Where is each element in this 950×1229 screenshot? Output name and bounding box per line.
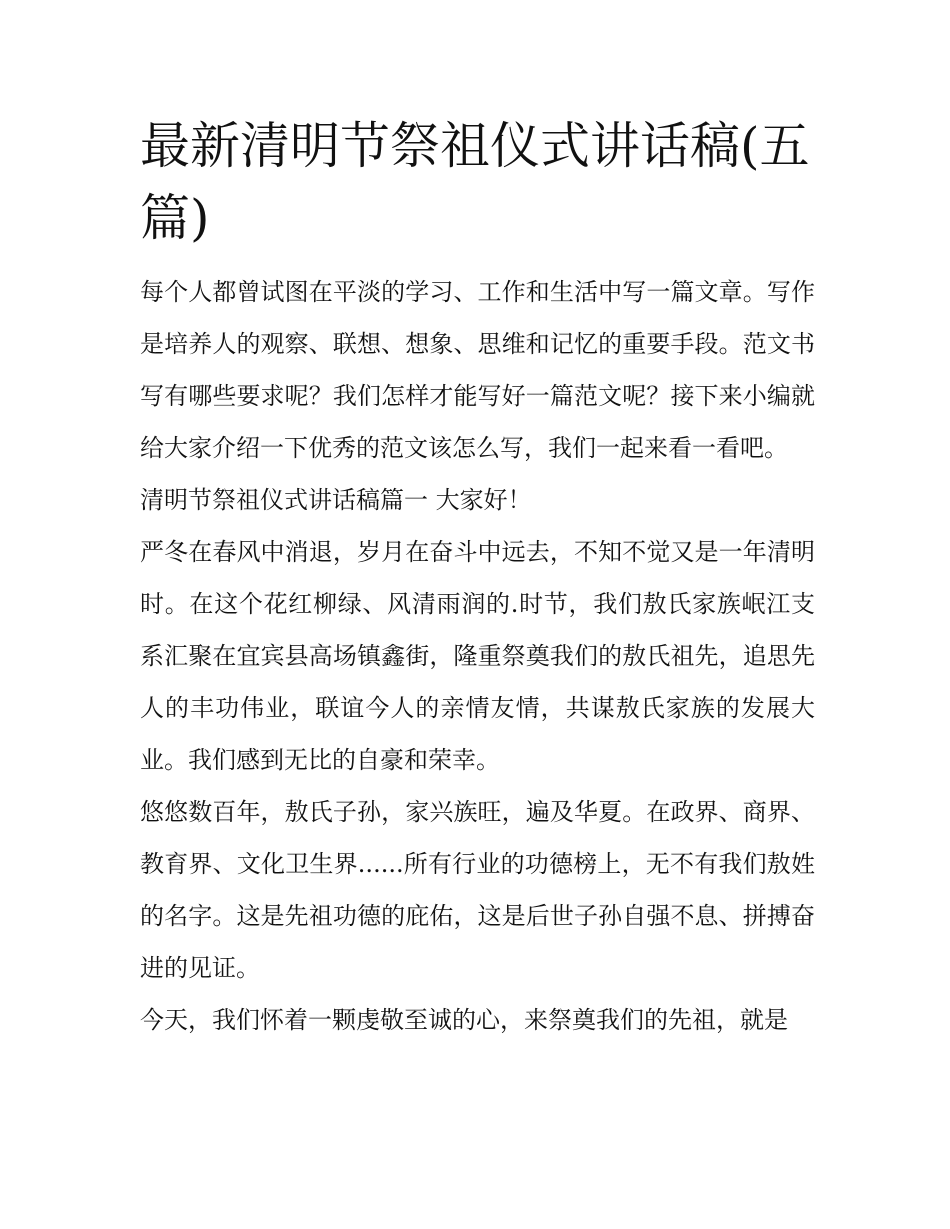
document-page xyxy=(140,110,815,1046)
paragraph-body-1: 严冬在春风中消退，岁月在奋斗中远去，不知不觉又是一年清明时。在这个花红柳绿、风清雨润的.时节，我们敖氏家族岷江支系汇聚在宜宾县高场镇鑫街，隆重祭奠我们的敖氏祖先，追思先人的丰功伟业，联谊今人的亲情友情，共谋敖氏家族的发展大业。我们感到无比的自豪和荣幸。 xyxy=(140,538,815,774)
paragraph-body-3: 今天，我们怀着一颗虔敬至诚的心，来祭奠我们的先祖，就是 xyxy=(140,1006,788,1034)
paragraph-body-2: 悠悠数百年，敖氏子孙，家兴族旺，遍及华夏。在政界、商界、教育界、文化卫生界......所有行业的功德榜上，无不有我们敖姓的名字。这是先祖功德的庇佑，这是后世子孙自强不息、拼搏奋进的见证。 xyxy=(140,798,815,982)
paragraph-greeting: 清明节祭祖仪式讲话稿篇一 大家好！ xyxy=(140,486,532,514)
paragraph-intro: 每个人都曾试图在平淡的学习、工作和生活中写一篇文章。写作是培养人的观察、联想、想象、思维和记忆的重要手段。范文书写有哪些要求呢？我们怎样才能写好一篇范文呢？接下来小编就给大家介绍一下优秀的范文该怎么写，我们一起来看一看吧。 xyxy=(140,278,815,462)
document-title: 最新清明节祭祖仪式讲话稿(五篇) xyxy=(140,117,810,247)
